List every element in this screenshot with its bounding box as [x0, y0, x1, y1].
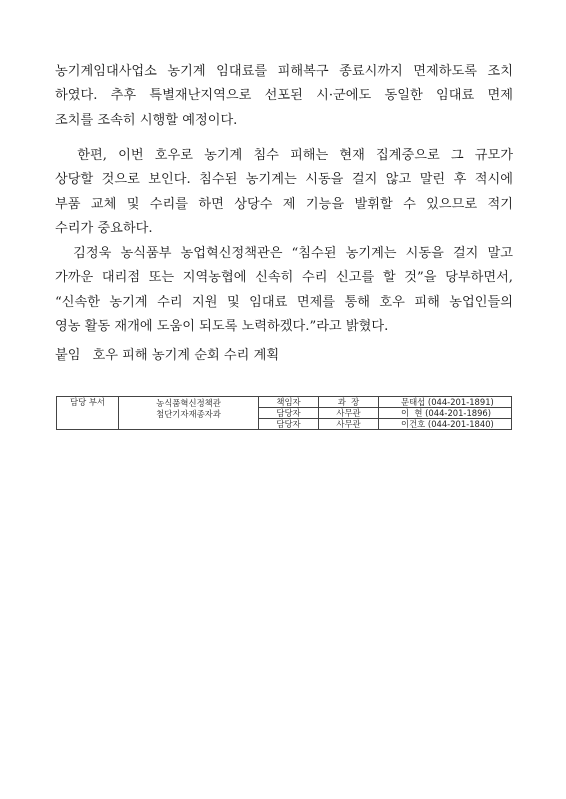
position-cell: 과 장 — [319, 397, 379, 408]
position-cell: 사무관 — [319, 408, 379, 419]
contact-name-cell: 문태섭 (044-201-1891) — [379, 397, 512, 408]
dept-label-cell: 담당 부서 — [57, 397, 119, 430]
paragraph-line: 김정욱 농식품부 농업혁신정책관은 “침수된 농기계는 시동을 걸지 말고 — [55, 246, 513, 261]
paragraph-line: 상당할 것으로 보인다. 침수된 농기계는 시동을 걸지 않고 말린 후 적시에 — [55, 172, 513, 188]
dept-name-line: 농식품혁신정책관 — [156, 398, 221, 408]
paragraph-line: 부품 교체 및 수리를 하면 상당수 제 기능을 발휘할 수 있으므로 적기 — [55, 196, 513, 212]
paragraph-line: 조치를 조속히 시행할 예정이다. — [55, 112, 238, 128]
paragraph-line: 농기계임대사업소 농기계 임대료를 피해복구 종료시까지 면제하도록 조치 — [55, 64, 513, 79]
attachment-title: 호우 피해 농기계 순회 수리 계획 — [92, 348, 280, 363]
contact-name-cell: 이건호 (044-201-1840) — [379, 419, 512, 430]
role-cell: 담당자 — [259, 419, 319, 430]
paragraph-line: “신속한 농기계 수리 지원 및 임대료 면제를 통해 호우 피해 농업인들의 — [55, 294, 513, 310]
paragraph-line: 하였다. 추후 특별재난지역으로 선포된 시·군에도 동일한 임대료 면제 — [55, 88, 513, 104]
contact-table — [56, 396, 512, 430]
attachment-label: 붙임 — [55, 348, 81, 363]
paragraph-line: 한편, 이번 호우로 농기계 침수 피해는 현재 집계중으로 그 규모가 — [55, 148, 513, 163]
position-cell: 사무관 — [319, 419, 379, 430]
paragraph-line: 영농 활동 재개에 도움이 되도록 노력하겠다.”라고 밝혔다. — [55, 319, 389, 335]
attachment-line — [55, 344, 279, 368]
paragraph-line: 가까운 대리점 또는 지역농협에 신속히 수리 신고를 할 것”을 당부하면서, — [55, 270, 513, 286]
role-cell: 담당자 — [259, 408, 319, 419]
paragraph-line: 수리가 중요하다. — [55, 221, 153, 237]
dept-name-cell — [119, 397, 259, 430]
paragraph-3 — [55, 242, 513, 340]
dept-name-line: 첨단기자재종자과 — [156, 409, 221, 419]
contact-row — [57, 397, 512, 408]
role-cell: 책임자 — [259, 397, 319, 408]
paragraph-1 — [55, 60, 513, 133]
contact-name-cell: 이 현 (044-201-1896) — [379, 408, 512, 419]
paragraph-2 — [55, 144, 513, 242]
